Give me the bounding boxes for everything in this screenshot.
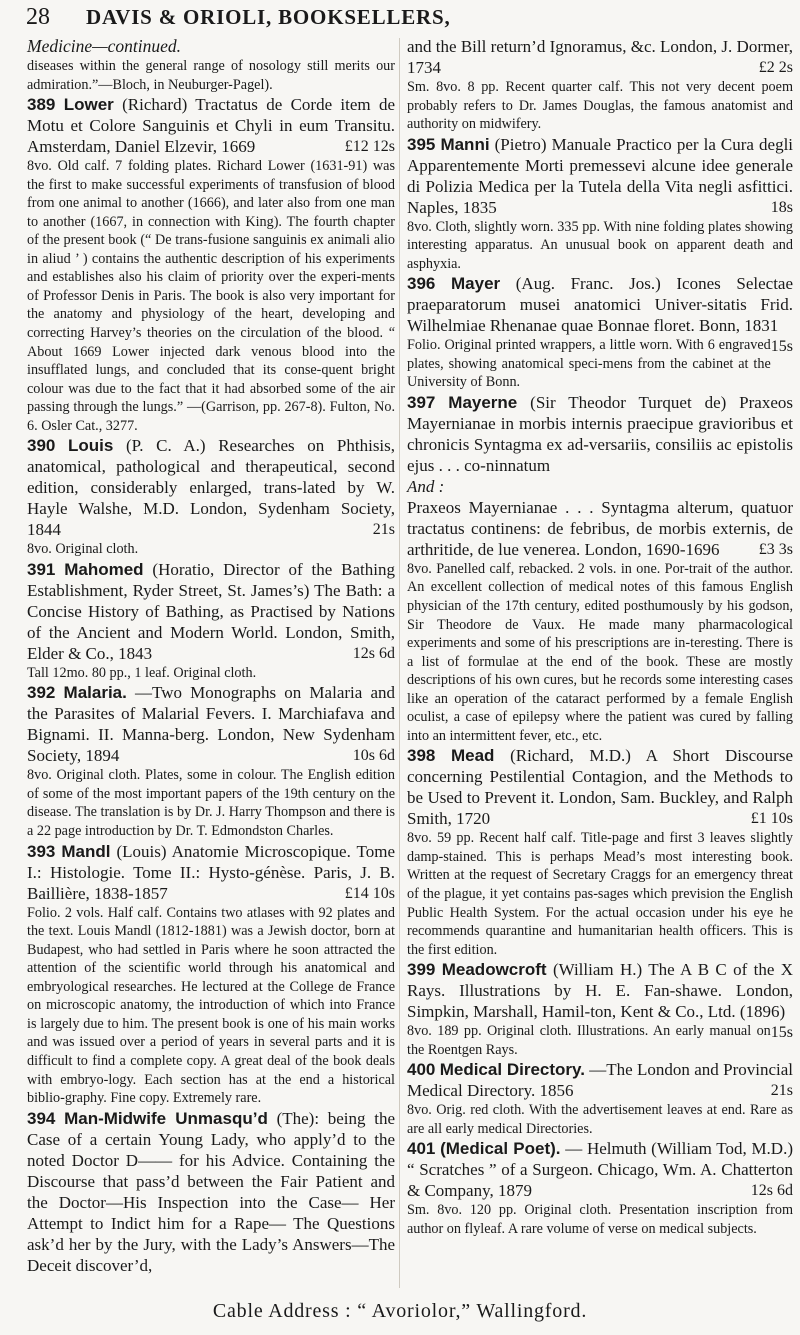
- entry-title: [407, 1138, 793, 1201]
- entry-title-text: (Sir Theodor Turquet de) Praxeos Mayernianae in morbis internis praecipue gravioribus et chronicis Syntagma ex ad-versariis, consiliis ac epistolis ejus . . . co-ninnatum: [407, 392, 793, 475]
- entry-title: [407, 134, 793, 218]
- entry-description: 8vo. 59 pp. Recent half calf. Title-page and first 3 leaves slightly damp-stained. This is perhaps Mead’s most interesting book. Written at the request of Secretary Craggs for an emergency threat of the plague, it yet contains pas-sages which prevision the English Public Health System. For the actual occasion under his eye he recommends quarantine and humanitarian health officers. This is the first edition.: [407, 830, 793, 958]
- entry-name: (Medical Poet).: [440, 1139, 561, 1159]
- entry-title-text: (Richard, M.D.) A Short Discourse concerning Pestilential Contagion, and the Methods to be Used to Prevent it. London, Sam. Buckley, and Ralph Smith, 1720: [407, 746, 793, 829]
- entry-number: 393: [27, 841, 56, 861]
- entry-name: Mahomed: [64, 559, 144, 579]
- entry-title: [407, 392, 793, 476]
- entry-description: Sm. 8vo. 120 pp. Original cloth. Presentation inscription from author on flyleaf. A rare volume of verse on medical subjects.: [407, 1202, 793, 1237]
- column-divider: [399, 38, 400, 1288]
- entry-number: 390: [27, 436, 56, 456]
- entry-title-text: — Helmuth (William Tod, M.D.) “ Scratches ” of a Surgeon. Chicago, Wm. A. Chatterton & Company, 1879: [407, 1139, 793, 1201]
- entry-price: 12s 6d: [352, 644, 395, 662]
- entry-number: 389: [27, 95, 56, 115]
- entry-400: [407, 1059, 793, 1138]
- entry-number: 400: [407, 1060, 436, 1080]
- entry-title: [407, 36, 793, 78]
- section-heading: Medicine—continued.: [27, 36, 182, 56]
- entry-title: [27, 682, 395, 766]
- entry-price: £12 12s: [344, 138, 395, 156]
- entry-price: 15s: [770, 1024, 793, 1042]
- entry-title-text: —The London and Provincial Medical Directory. 1856: [407, 1060, 794, 1101]
- entry-title-text: —Two Monographs on Malaria and the Parasites of Malarial Fevers. I. Marchiafava and Bignami. II. Manna-berg. London, New Sydenham Society, 1894: [27, 683, 396, 766]
- entry-title: [27, 841, 395, 904]
- entry-price: £2 2s: [758, 59, 793, 76]
- entry-number: 399: [407, 960, 436, 980]
- entry-390: [27, 435, 395, 559]
- entry-price: 15s: [770, 338, 793, 356]
- entry-title-text: (Louis) Anatomie Microscopique. Tome I.: Histologie. Tome II.: Hysto-génèse. Paris, J. B. Baillière, 1838-1857: [27, 841, 396, 903]
- entry-price: 18s: [770, 198, 793, 216]
- entry-title-second: [407, 497, 793, 560]
- entry-title: [407, 1059, 793, 1101]
- entry-title-text: Praxeos Mayernianae . . . Syntagma alterum, quatuor tractatus continens: de febribus, de morbis externis, de arthritide, de lue venerea. London, 1690-1696: [407, 497, 793, 559]
- entry-description: Folio. Original printed wrappers, a little worn. With 6 engraved plates, showing anatomical speci-mens from the cabinet at the University of Bonn.: [407, 337, 771, 391]
- entry-392: [27, 682, 395, 840]
- entry-number: 396: [407, 274, 436, 294]
- entry-price: 12s 6d: [750, 1182, 793, 1200]
- entry-price: £1 10s: [750, 810, 793, 828]
- entry-description: Tall 12mo. 80 pp., 1 leaf. Original cloth.: [27, 664, 257, 681]
- entry-name: Man-Midwife Unmasqu’d: [64, 1108, 268, 1128]
- entry-description: Folio. 2 vols. Half calf. Contains two atlases with 92 plates and the text. Louis Mandl (1812-1881) was a Jewish doctor, born at Budapest, who had settled in Paris where he soon attracted the attention of the scientific world through his anatomical and embryological researches. He lectured at the College de France on microscopic anatomy, the introduction of which into France is largely due to him. The present book is one of his main works and was issued over a period of years in several parts and it is difficult to find a complete copy. A great deal of the book deals with embryo-logy. Each section has at the end a historical biblio-graphy. Fine copy. Extremely rare.: [27, 904, 395, 1107]
- entry-number: 391: [27, 559, 56, 579]
- entry-title-text: (P. C. A.) Researches on Phthisis, anatomical, pathological and therapeutical, second edition, considerably enlarged, trans-lated by W. Hayle Walshe, M.D. London, Sydenham Society, 1844: [27, 436, 396, 540]
- entry-389: [27, 94, 395, 435]
- entry-number: 398: [407, 746, 436, 766]
- page-header: [0, 0, 800, 34]
- entry-price: 10s 6d: [352, 747, 395, 765]
- entry-name: Mandl: [61, 841, 111, 861]
- entry-name: Mead: [450, 746, 495, 766]
- continued-text: diseases within the general range of nosology still merits our admiration.”—Bloch, in Neuburger-Pagel).: [27, 58, 395, 93]
- entry-description: 8vo. Orig. red cloth. With the advertisement leaves at end. Rare as are all early medical Directories.: [407, 1102, 793, 1137]
- entry-401: [407, 1138, 793, 1238]
- entry-name: Malaria.: [63, 683, 127, 703]
- entry-price: 21s: [770, 1082, 793, 1100]
- entry-title: [27, 1108, 395, 1276]
- entry-number: 401: [407, 1139, 436, 1159]
- page-number: 28: [26, 4, 50, 30]
- entry-price: 21s: [372, 521, 395, 539]
- entry-title-text: (Horatio, Director of the Bathing Establishment, Ryder Street, St. James’s) The Bath: a Concise History of Bathing, as Practised by Nations of the Ancient and Modern World. London, Smith, Elder & Co., 1843: [27, 559, 395, 663]
- footer-cable-address: Cable Address : “ Avoriolor,” Wallingford.: [212, 1300, 588, 1322]
- entry-title-text: (Richard) Tractatus de Corde item de Motu et Colore Sanguinis et Chyli in eum Transitu. Amsterdam, Daniel Elzevir, 1669: [27, 95, 396, 157]
- entry-title: [27, 94, 395, 157]
- entry-title-text: (Pietro) Manuale Practico per la Cura degli Apparentemente Morti premessevi alcune idee generale di Polizia Medica per la Tutela della Vita negli asfittici. Naples, 1835: [407, 134, 794, 217]
- entry-name: Lower: [63, 95, 114, 115]
- entry-397: [407, 392, 793, 745]
- right-column: [407, 36, 793, 1239]
- running-head: DAVIS & ORIOLI, BOOKSELLERS,: [86, 5, 451, 29]
- entry-description: 8vo. Cloth, slightly worn. 335 pp. With nine folding plates showing interesting apparatus. An unusual book on apparent death and asphyxia.: [407, 218, 793, 272]
- entry-name: Mayerne: [448, 392, 518, 412]
- entry-title-text: and the Bill return’d Ignoramus, &c. London, J. Dormer, 1734: [407, 37, 793, 77]
- entry-399: [407, 959, 793, 1059]
- entry-name: Louis: [68, 436, 114, 456]
- entry-price: £14 10s: [344, 884, 395, 902]
- entry-description: 8vo. Original cloth.: [27, 541, 139, 558]
- entry-395: [407, 134, 793, 274]
- entry-description: 8vo. 189 pp. Original cloth. Illustrations. An early manual on the Roentgen Rays.: [407, 1023, 771, 1058]
- entry-number: 395: [407, 134, 436, 154]
- entry-number: 397: [407, 392, 436, 412]
- entry-name: Manni: [440, 134, 490, 154]
- entry-title: [27, 435, 395, 540]
- entry-title: [407, 273, 794, 356]
- entry-title-text: (Aug. Franc. Jos.) Icones Selectae praeparatorum musei anatomici Univer-sitatis Frid. Wilhelmiae Rhenanae quae Bonnae floret. Bonn, 1831: [407, 274, 794, 336]
- entry-title: [27, 559, 395, 664]
- entry-description: 8vo. Old calf. 7 folding plates. Richard Lower (1631-91) was the first to make successful experiments of transfusion of blood from one animal to another (1666), and later also from one man to another (1667, in connection with King). The fourth chapter of the present book (“ De trans-fusione sanguinis ex animali alio in aliud ’ ) contains the authentic description of his experiments and establishes also his claim of priority over the experi-ments of Professor Denis in Paris. The book is also very important for the anatomy and physiology of the heart, developing and correcting Harvey’s theories on the circulation of the blood. “ About 1669 Lower injected dark venous blood into the insufflated lungs, and concluded that its conse-quent bright colour was due to the fact that it had absorbed some of the air passing through the lungs.” —(Garrison, pp. 267-8). Fulton, No. 6. Osler Cat., 3277.: [27, 158, 395, 434]
- entry-title-text: (The): being the Case of a certain Young Lady, who apply’d to the noted Doctor D—— for his Advice. Containing the Discourse that pass’d between the Fair Patient and the Doctor—His Inspection into the Case— Her Attempt to Indict him for a Rape— The Questions ask’d her by the Jury, with the Lady’s Answers—The Deceit discover’d,: [27, 1108, 396, 1275]
- entry-name: Meadowcroft: [441, 960, 547, 980]
- entry-name: Medical Directory.: [439, 1060, 585, 1080]
- entry-394: [27, 1108, 395, 1276]
- entry-description: 8vo. Original cloth. Plates, some in colour. The English edition of some of the most important papers of the 19th century on the disease. The translation is by Dr. J. Harry Thompson and there is a 22 page introduction by Dr. T. Edmondston Charles.: [27, 767, 395, 840]
- entry-393: [27, 841, 395, 1108]
- entry-price: £3 3s: [758, 540, 793, 558]
- entry-number: 394: [27, 1108, 56, 1128]
- entry-description: 8vo. Panelled calf, rebacked. 2 vols. in one. Por-trait of the author. An excellent collection of medical notes of this famous English physician of the 17th century, edited posthumously by his godson, Sir Theodore de Vaux. He made many pharmacological experiments and some of his prescriptions are in-teresting. There is a list of formulae at the end of the book. These are mostly descriptions of his own cures, but he records some interesting cases like an operation of the cataract performed by a female English oculist, a case of epilepsy where the patient was cured by falling into an intermittent fever, etc., etc.: [407, 560, 793, 744]
- entry-and: And :: [407, 476, 445, 496]
- entry-398: [407, 745, 793, 959]
- entry-394-continued: [407, 36, 793, 134]
- entry-title: [407, 745, 793, 829]
- entry-name: Mayer: [451, 274, 501, 294]
- entry-number: 392: [27, 683, 56, 703]
- entry-title-text: (William H.) The A B C of the X Rays. Illustrations by H. E. Fan-shawe. London, Simpkin, Marshall, Hamil-ton, Kent & Co., Ltd. (1896): [407, 960, 794, 1022]
- entry-description: Sm. 8vo. 8 pp. Recent quarter calf. This not very decent poem probably refers to Dr. James Douglas, the famous anatomist and authority on midwifery.: [407, 79, 793, 133]
- left-column: [27, 36, 395, 1276]
- entry-391: [27, 559, 395, 683]
- entry-396: [407, 273, 793, 392]
